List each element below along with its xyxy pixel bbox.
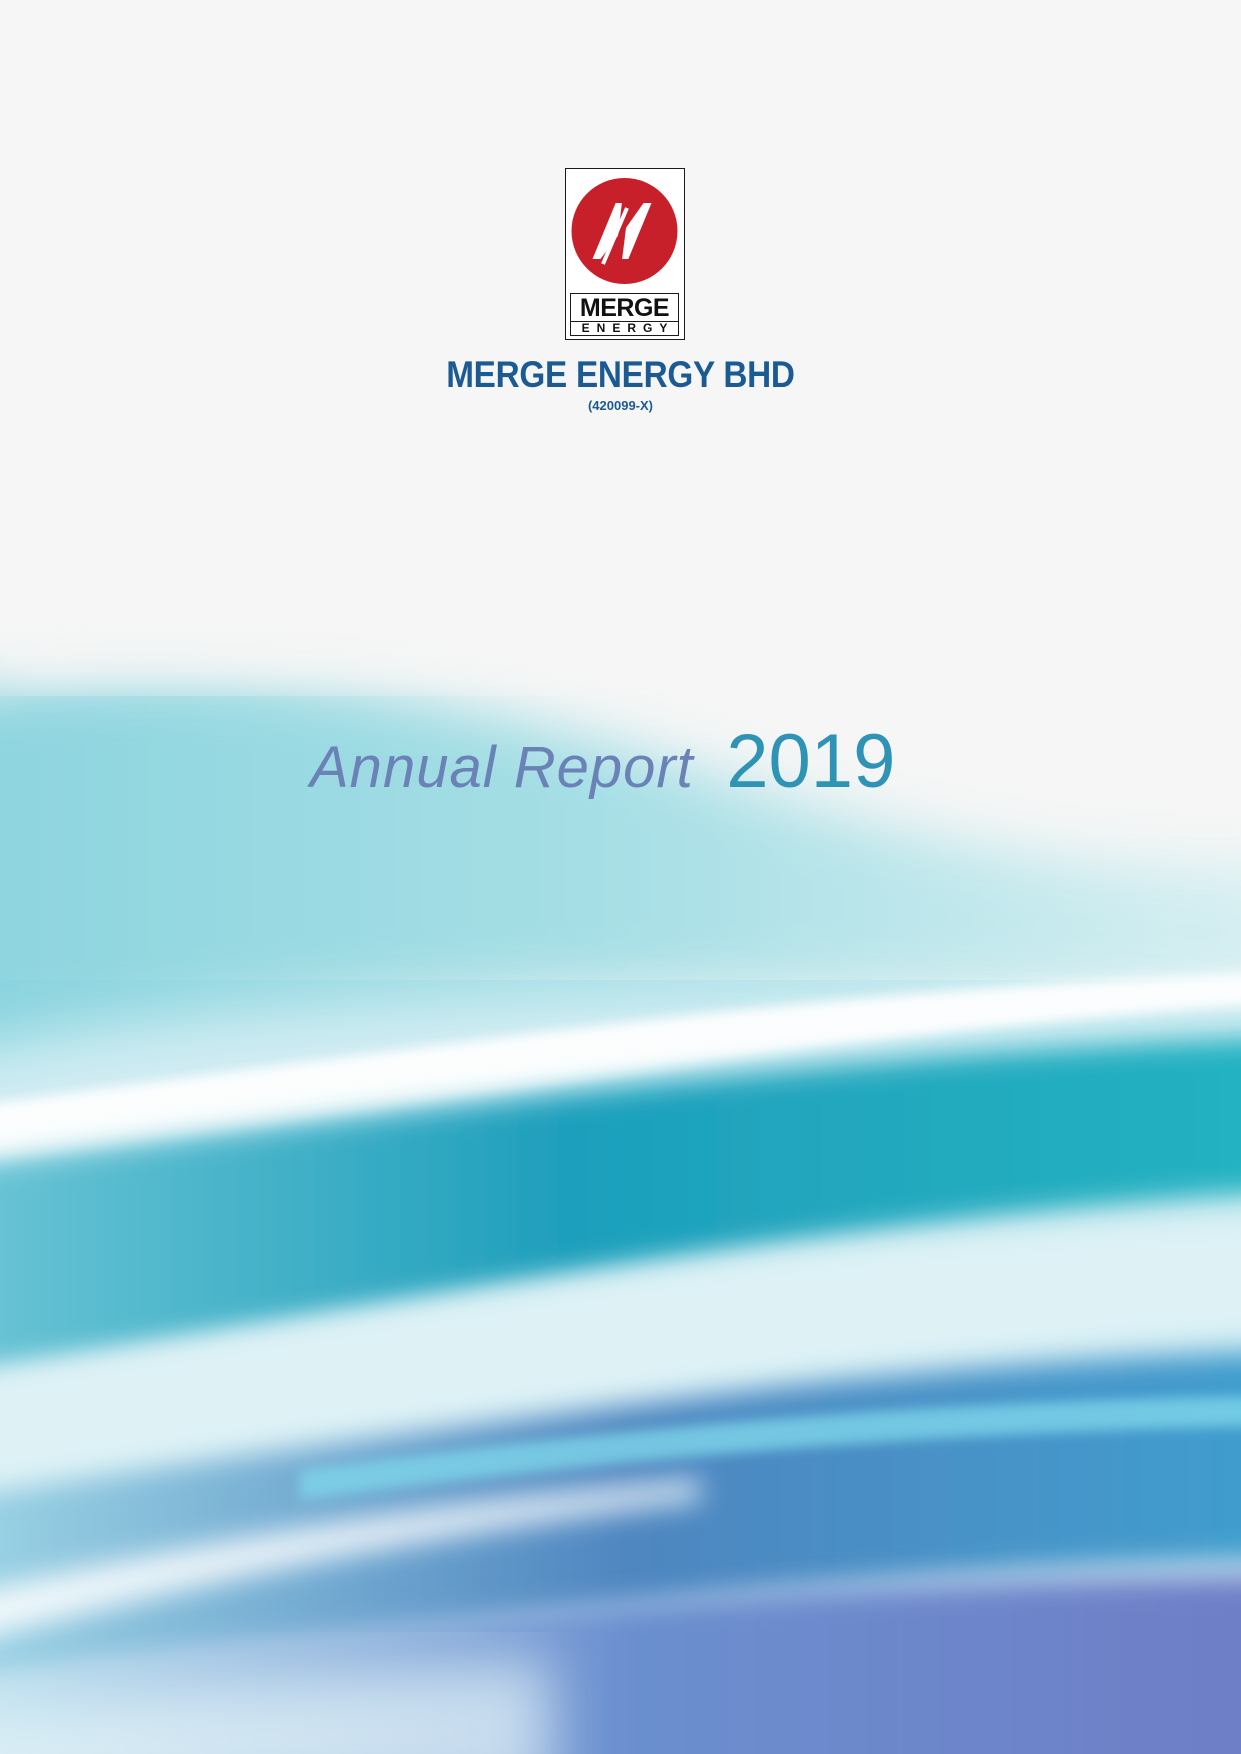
report-title	[310, 718, 895, 808]
report-title-year: 2019	[726, 719, 896, 804]
company-name: MERGE ENERGY BHD	[446, 354, 795, 395]
logo-word-merge: MERGE	[579, 294, 670, 322]
company-logo	[565, 168, 685, 340]
company-registration-number: (420099-X)	[587, 398, 654, 413]
merge-energy-emblem-icon	[569, 172, 680, 290]
logo-wordmark	[570, 293, 679, 336]
logo-word-energy: ENERGY	[571, 321, 678, 335]
report-title-text: Annual Report	[310, 735, 694, 800]
